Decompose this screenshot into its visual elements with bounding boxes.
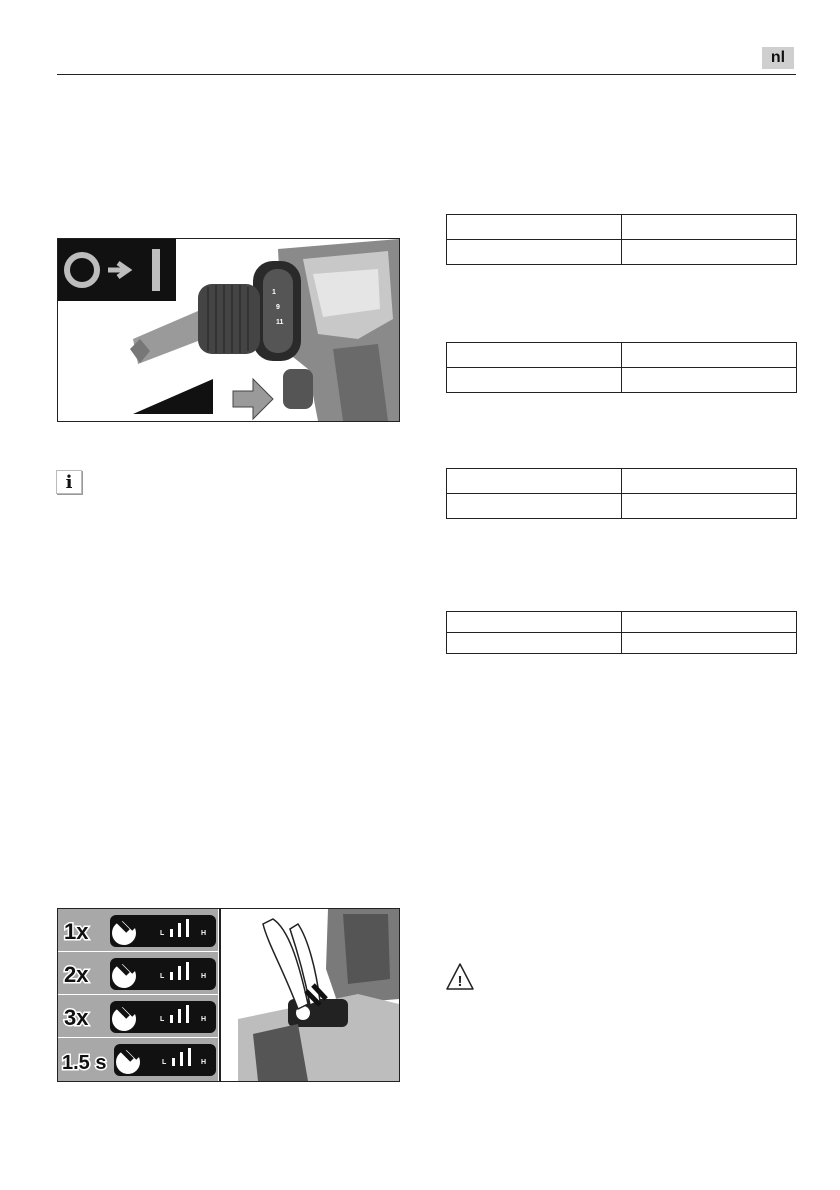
svg-text:11: 11: [276, 319, 284, 326]
table-row: [447, 368, 797, 393]
table-cell: [622, 343, 797, 368]
table-row: [447, 494, 797, 519]
table-cell: [622, 240, 797, 265]
drill-switch-illustration: [58, 239, 399, 421]
table-cell: [447, 612, 622, 633]
header-rule: [57, 74, 796, 75]
svg-text:L: L: [160, 1016, 165, 1023]
mode-step-2: [58, 952, 218, 994]
table-cell: [622, 469, 797, 494]
svg-text:H: H: [201, 973, 207, 980]
spec-table-3: [446, 468, 797, 519]
table-cell: [447, 215, 622, 240]
drill-switch-figure: [57, 238, 400, 422]
info-icon: i: [56, 470, 82, 494]
table-cell: [447, 343, 622, 368]
on-symbol-icon: [152, 249, 160, 291]
table-row: [447, 343, 797, 368]
svg-text:H: H: [201, 930, 207, 937]
table-cell: [622, 368, 797, 393]
mode-step-4: [58, 1038, 218, 1081]
svg-text:H: H: [201, 1059, 207, 1066]
table-cell: [447, 494, 622, 519]
table-cell: [622, 215, 797, 240]
svg-text:1.5 s: 1.5 s: [62, 1052, 107, 1074]
language-badge: nl: [762, 47, 794, 69]
table-cell: [447, 633, 622, 654]
svg-text:H: H: [201, 1016, 207, 1023]
table-row: [447, 633, 797, 654]
table-row: [447, 612, 797, 633]
mode-step-1: [58, 909, 218, 951]
svg-text:1: 1: [272, 289, 276, 296]
svg-text:!: !: [457, 973, 463, 990]
spec-table-2: [446, 342, 797, 393]
svg-text:1x: 1x: [64, 919, 89, 944]
mode-selection-figure: [57, 908, 400, 1082]
table-cell: [622, 612, 797, 633]
table-row: [447, 215, 797, 240]
spec-table-4: [446, 611, 797, 654]
table-cell: [447, 469, 622, 494]
svg-text:3x: 3x: [64, 1005, 89, 1030]
table-cell: [622, 633, 797, 654]
table-cell: [447, 240, 622, 265]
svg-text:9: 9: [276, 304, 280, 311]
spec-table-1: [446, 214, 797, 265]
table-cell: [622, 494, 797, 519]
svg-text:L: L: [160, 973, 165, 980]
chuck-shape: [198, 284, 260, 354]
svg-text:L: L: [162, 1059, 167, 1066]
svg-text:2x: 2x: [64, 962, 89, 987]
mode-step-3: [58, 995, 218, 1037]
mode-selection-illustration: [58, 909, 399, 1081]
table-row: [447, 240, 797, 265]
table-row: [447, 469, 797, 494]
trigger-shape: [283, 369, 313, 409]
svg-text:L: L: [160, 930, 165, 937]
warning-icon: [445, 962, 475, 992]
table-cell: [447, 368, 622, 393]
